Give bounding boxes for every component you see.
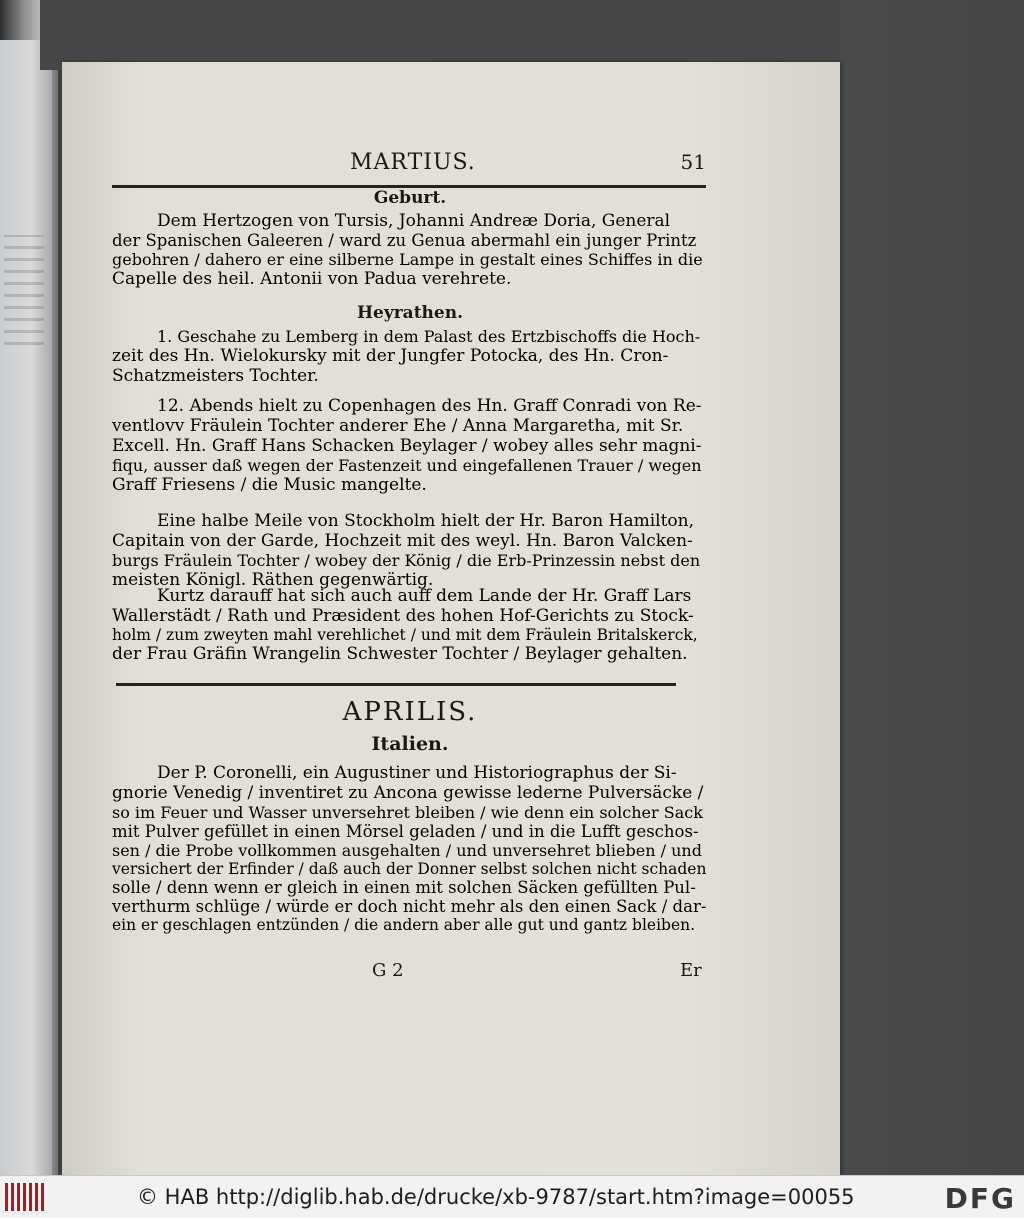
text-line: Capitain von der Garde, Hochzeit mit des weyl. Hn. Baron Valcken-: [112, 531, 693, 551]
text-line: fiqu, ausser daß wegen der Fastenzeit und eingefallenen Trauer / wegen: [112, 456, 702, 475]
text-line: gebohren / dahero er eine silberne Lampe in gestalt eines Schiffes in die: [112, 250, 703, 269]
text-line: Excell. Hn. Graff Hans Schacken Beylager / wobey alles sehr magni-: [112, 436, 702, 456]
text-line: so im Feuer und Wasser unversehret bleiben / wie denn ein solcher Sack: [112, 803, 703, 822]
text-line: 1. Geschahe zu Lemberg in dem Palast des Ertzbischoffs die Hoch-: [157, 327, 701, 346]
text-line: der Spanischen Galeeren / ward zu Genua abermahl ein junger Printz: [112, 231, 697, 250]
barcode-icon: [5, 1183, 47, 1211]
text-line: Capelle des heil. Antonii von Padua verehrete.: [112, 269, 512, 289]
heyrathen-entry-1: [112, 327, 708, 386]
catchword: Er: [680, 960, 702, 981]
text-line: ventlovv Fräulein Tochter anderer Ehe / Anna Margaretha, mit Sr.: [112, 416, 684, 436]
heyrathen-entry-lars: [112, 586, 708, 664]
heyrathen-entry-stockholm: [112, 511, 708, 590]
text-line: zeit des Hn. Wielokursky mit der Jungfer Potocka, des Hn. Cron-: [112, 346, 669, 366]
text-line: Schatzmeisters Tochter.: [112, 366, 319, 386]
text-line: solle / denn wenn er gleich in einen mit solchen Säcken gefüllten Pul-: [112, 878, 696, 897]
heyrathen-entry-12: [112, 396, 708, 495]
text-line: Dem Hertzogen von Tursis, Johanni Andreæ Doria, General: [157, 211, 671, 231]
heyrathen-heading: Heyrathen.: [356, 303, 464, 323]
text-line: versichert der Erfinder / daß auch der Donner selbst solchen nicht schaden: [112, 860, 707, 878]
scan-backdrop-top: [40, 0, 840, 70]
aprilis-heading: APRILIS.: [342, 697, 478, 727]
text-line: burgs Fräulein Tochter / wobey der König / die Erb-Prinzessin nebst den: [112, 551, 701, 570]
aprilis-paragraph: [112, 763, 708, 934]
text-line: sen / die Probe vollkommen ausgehalten / und unversehret blieben / und: [112, 841, 702, 860]
signature-mark: G 2: [372, 960, 404, 981]
text-line: meisten Königl. Räthen gegenwärtig.: [112, 570, 434, 590]
previous-page-bleed-text: [4, 235, 44, 345]
text-line: ein er geschlagen entzünden / die andern aber alle gut und gantz bleiben.: [112, 916, 696, 934]
text-line: Eine halbe Meile von Stockholm hielt der Hr. Baron Hamilton,: [157, 511, 695, 531]
text-line: holm / zum zweyten mahl verehlichet / und mit dem Fräulein Britalskerck,: [112, 626, 698, 644]
page-number: 51: [680, 150, 706, 174]
running-head-title: MARTIUS.: [350, 150, 476, 175]
text-line: mit Pulver gefüllet in einen Mörsel geladen / und in die Lufft geschos-: [112, 822, 699, 841]
dfg-logo: DFG: [944, 1182, 1016, 1215]
text-line: Kurtz darauff hat sich auch auff dem Lande der Hr. Graff Lars: [157, 586, 692, 606]
text-line: Graff Friesens / die Music mangelte.: [112, 475, 427, 495]
text-line: der Frau Gräfin Wrangelin Schwester Tochter / Beylager gehalten.: [112, 644, 688, 664]
source-link[interactable]: © HAB http://diglib.hab.de/drucke/xb-9787/start.htm?image=00055: [137, 1185, 855, 1209]
section-rule: [116, 683, 676, 686]
previous-page-edge: [0, 40, 52, 1175]
viewer-footer: [0, 1175, 1024, 1218]
text-line: gnorie Venedig / inventiret zu Ancona gewisse lederne Pulversäcke /: [112, 783, 704, 803]
geburt-paragraph: [112, 211, 708, 289]
text-line: verthurm schlüge / würde er doch nicht mehr als den einen Sack / dar-: [112, 897, 707, 916]
text-line: Der P. Coronelli, ein Augustiner und Historiographus der Si-: [157, 763, 677, 783]
italien-heading: Italien.: [371, 733, 449, 755]
scan-backdrop-right: [834, 0, 1024, 1175]
geburt-heading: Geburt.: [373, 188, 447, 208]
text-line: Wallerstädt / Rath und Præsident des hohen Hof-Gerichts zu Stock-: [112, 606, 694, 626]
text-line: 12. Abends hielt zu Copenhagen des Hn. Graff Conradi von Re-: [157, 396, 702, 416]
running-head: [112, 150, 712, 184]
